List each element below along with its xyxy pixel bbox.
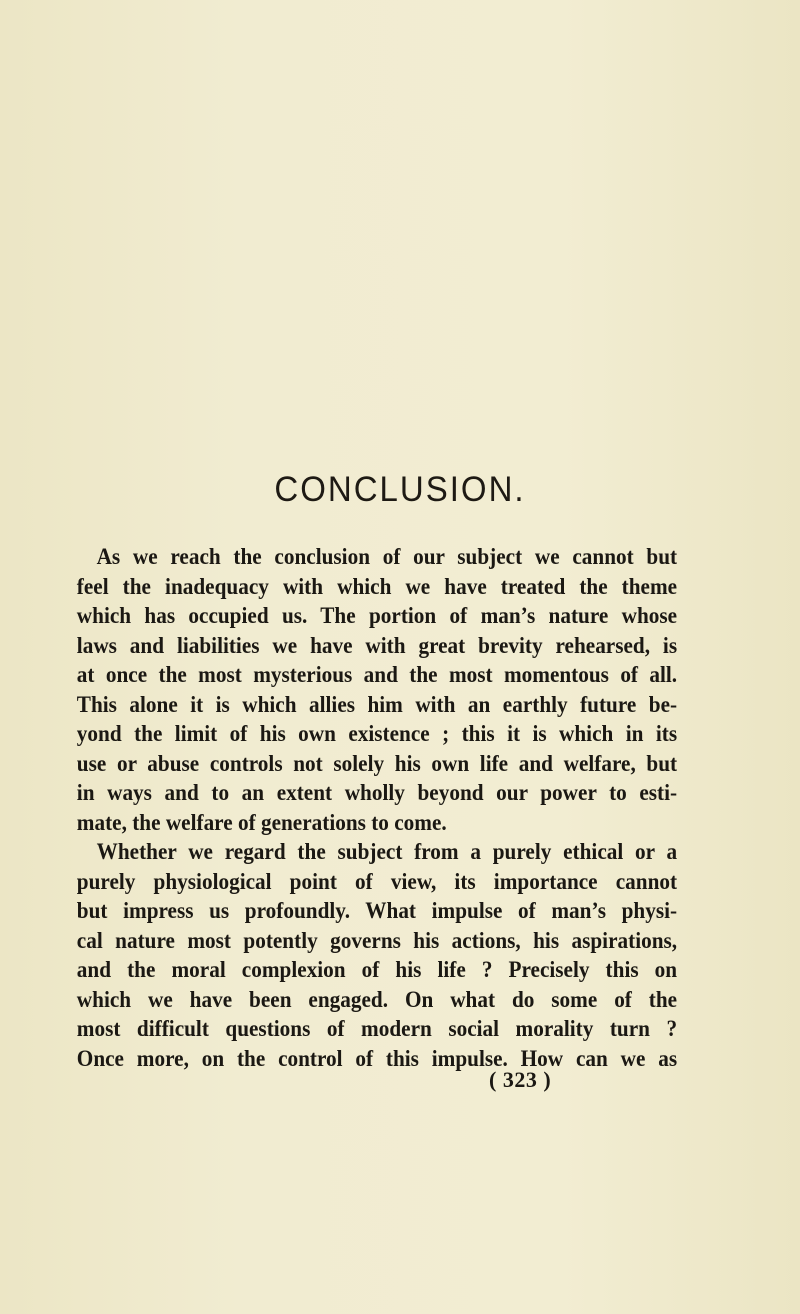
text-line: which has occupied us. The portion of man’s nature whose <box>76 603 678 629</box>
text-line: yond the limit of his own existence ; this it is which in its <box>76 721 678 747</box>
body-text <box>57 543 677 1074</box>
text-line: mate, the welfare of generations to come. <box>76 809 447 836</box>
paragraph-1 <box>57 543 677 838</box>
text-line: Once more, on the control of this impulse. How can we as <box>76 1045 678 1072</box>
page-number: ( 323 ) <box>489 1067 552 1092</box>
text-line: purely physiological point of view, its importance cannot <box>76 868 678 895</box>
text-line: As we reach the conclusion of our subject we cannot but <box>96 544 678 570</box>
text-line: in ways and to an extent wholly beyond our power to esti- <box>76 780 678 806</box>
text-line: which we have been engaged. On what do some of the <box>76 986 678 1013</box>
text-line: cal nature most potently governs his actions, his aspirations, <box>76 927 678 954</box>
text-line: use or abuse controls not solely his own life and welfare, but <box>76 750 678 777</box>
text-line: but impress us profoundly. What impulse of man’s physi- <box>76 898 678 924</box>
chapter-heading: CONCLUSION. <box>274 468 526 509</box>
text-line: laws and liabilities we have with great brevity rehearsed, is <box>76 632 678 659</box>
text-line: and the moral complexion of his life ? Precisely this on <box>76 957 678 983</box>
text-line: most difficult questions of modern social morality turn ? <box>76 1016 678 1042</box>
text-line: feel the inadequacy with which we have treated the theme <box>76 573 678 600</box>
text-line: Whether we regard the subject from a purely ethical or a <box>96 839 678 865</box>
text-line: This alone it is which allies him with an earthly future be- <box>76 691 678 718</box>
text-line: at once the most mysterious and the most momentous of all. <box>76 662 678 688</box>
paragraph-2 <box>57 838 677 1074</box>
